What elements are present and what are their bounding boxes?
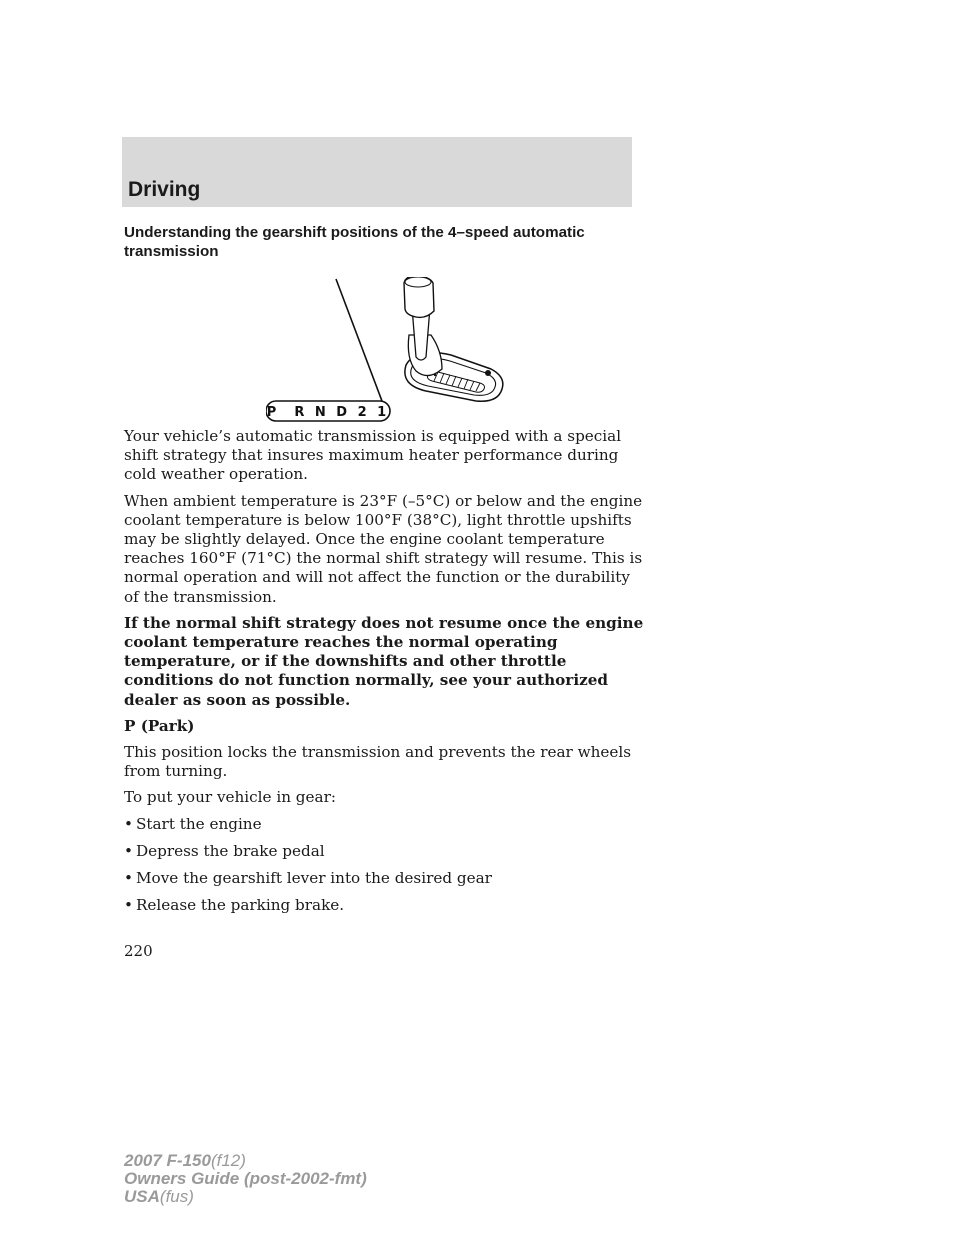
paragraph-1: Your vehicle’s automatic transmission is equipped with a special shift strategy that insures maximum heater performance during cold weather operation. [124, 427, 622, 484]
list-item: • Depress the brake pedal [124, 841, 325, 860]
bullet-icon: • [124, 896, 133, 915]
gear-steps-list [124, 815, 644, 916]
gearshift-figure [124, 261, 644, 427]
gear-position-label: P R N D 2 1 [266, 405, 390, 420]
park-heading: P (Park) [124, 716, 195, 735]
gearshift-lever-illustration [266, 277, 506, 427]
list-item: • Release the parking brake. [124, 896, 345, 915]
page-number: 220 [124, 942, 153, 960]
document-footer: 2007 F-150(f12) Owners Guide (post-2002-fmt) USA(fus) [124, 1151, 367, 1206]
bullet-icon: • [124, 869, 133, 888]
list-item: • Move the gearshift lever into the desired gear [124, 869, 492, 888]
bullet-icon: • [124, 814, 133, 833]
paragraph-5: To put your vehicle in gear: [124, 788, 336, 807]
list-item: • Start the engine [124, 814, 262, 833]
paragraph-2: When ambient temperature is 23°F (–5°C) or below and the engine coolant temperature is below 100°F (38°C), light throttle upshifts may be slightly delayed. Once the engine coolant temperature reaches 160°F (71°C) the normal shift strategy will resume. This is normal operation and will not affect the function or the durability of the transmission. [124, 491, 643, 606]
bullet-icon: • [124, 841, 133, 860]
section-title: Driving [128, 178, 201, 201]
page-content [124, 223, 644, 923]
paragraph-4: This position locks the transmission and prevents the rear wheels from turning. [124, 743, 632, 781]
warning-paragraph: If the normal shift strategy does not resume once the engine coolant temperature reaches the normal operating temperature, or if the downshifts and other throttle conditions do not function normally, see your authorized dealer as soon as possible. [124, 613, 644, 709]
page-heading: Understanding the gearshift positions of the 4–speed automatic transmission [124, 224, 585, 260]
